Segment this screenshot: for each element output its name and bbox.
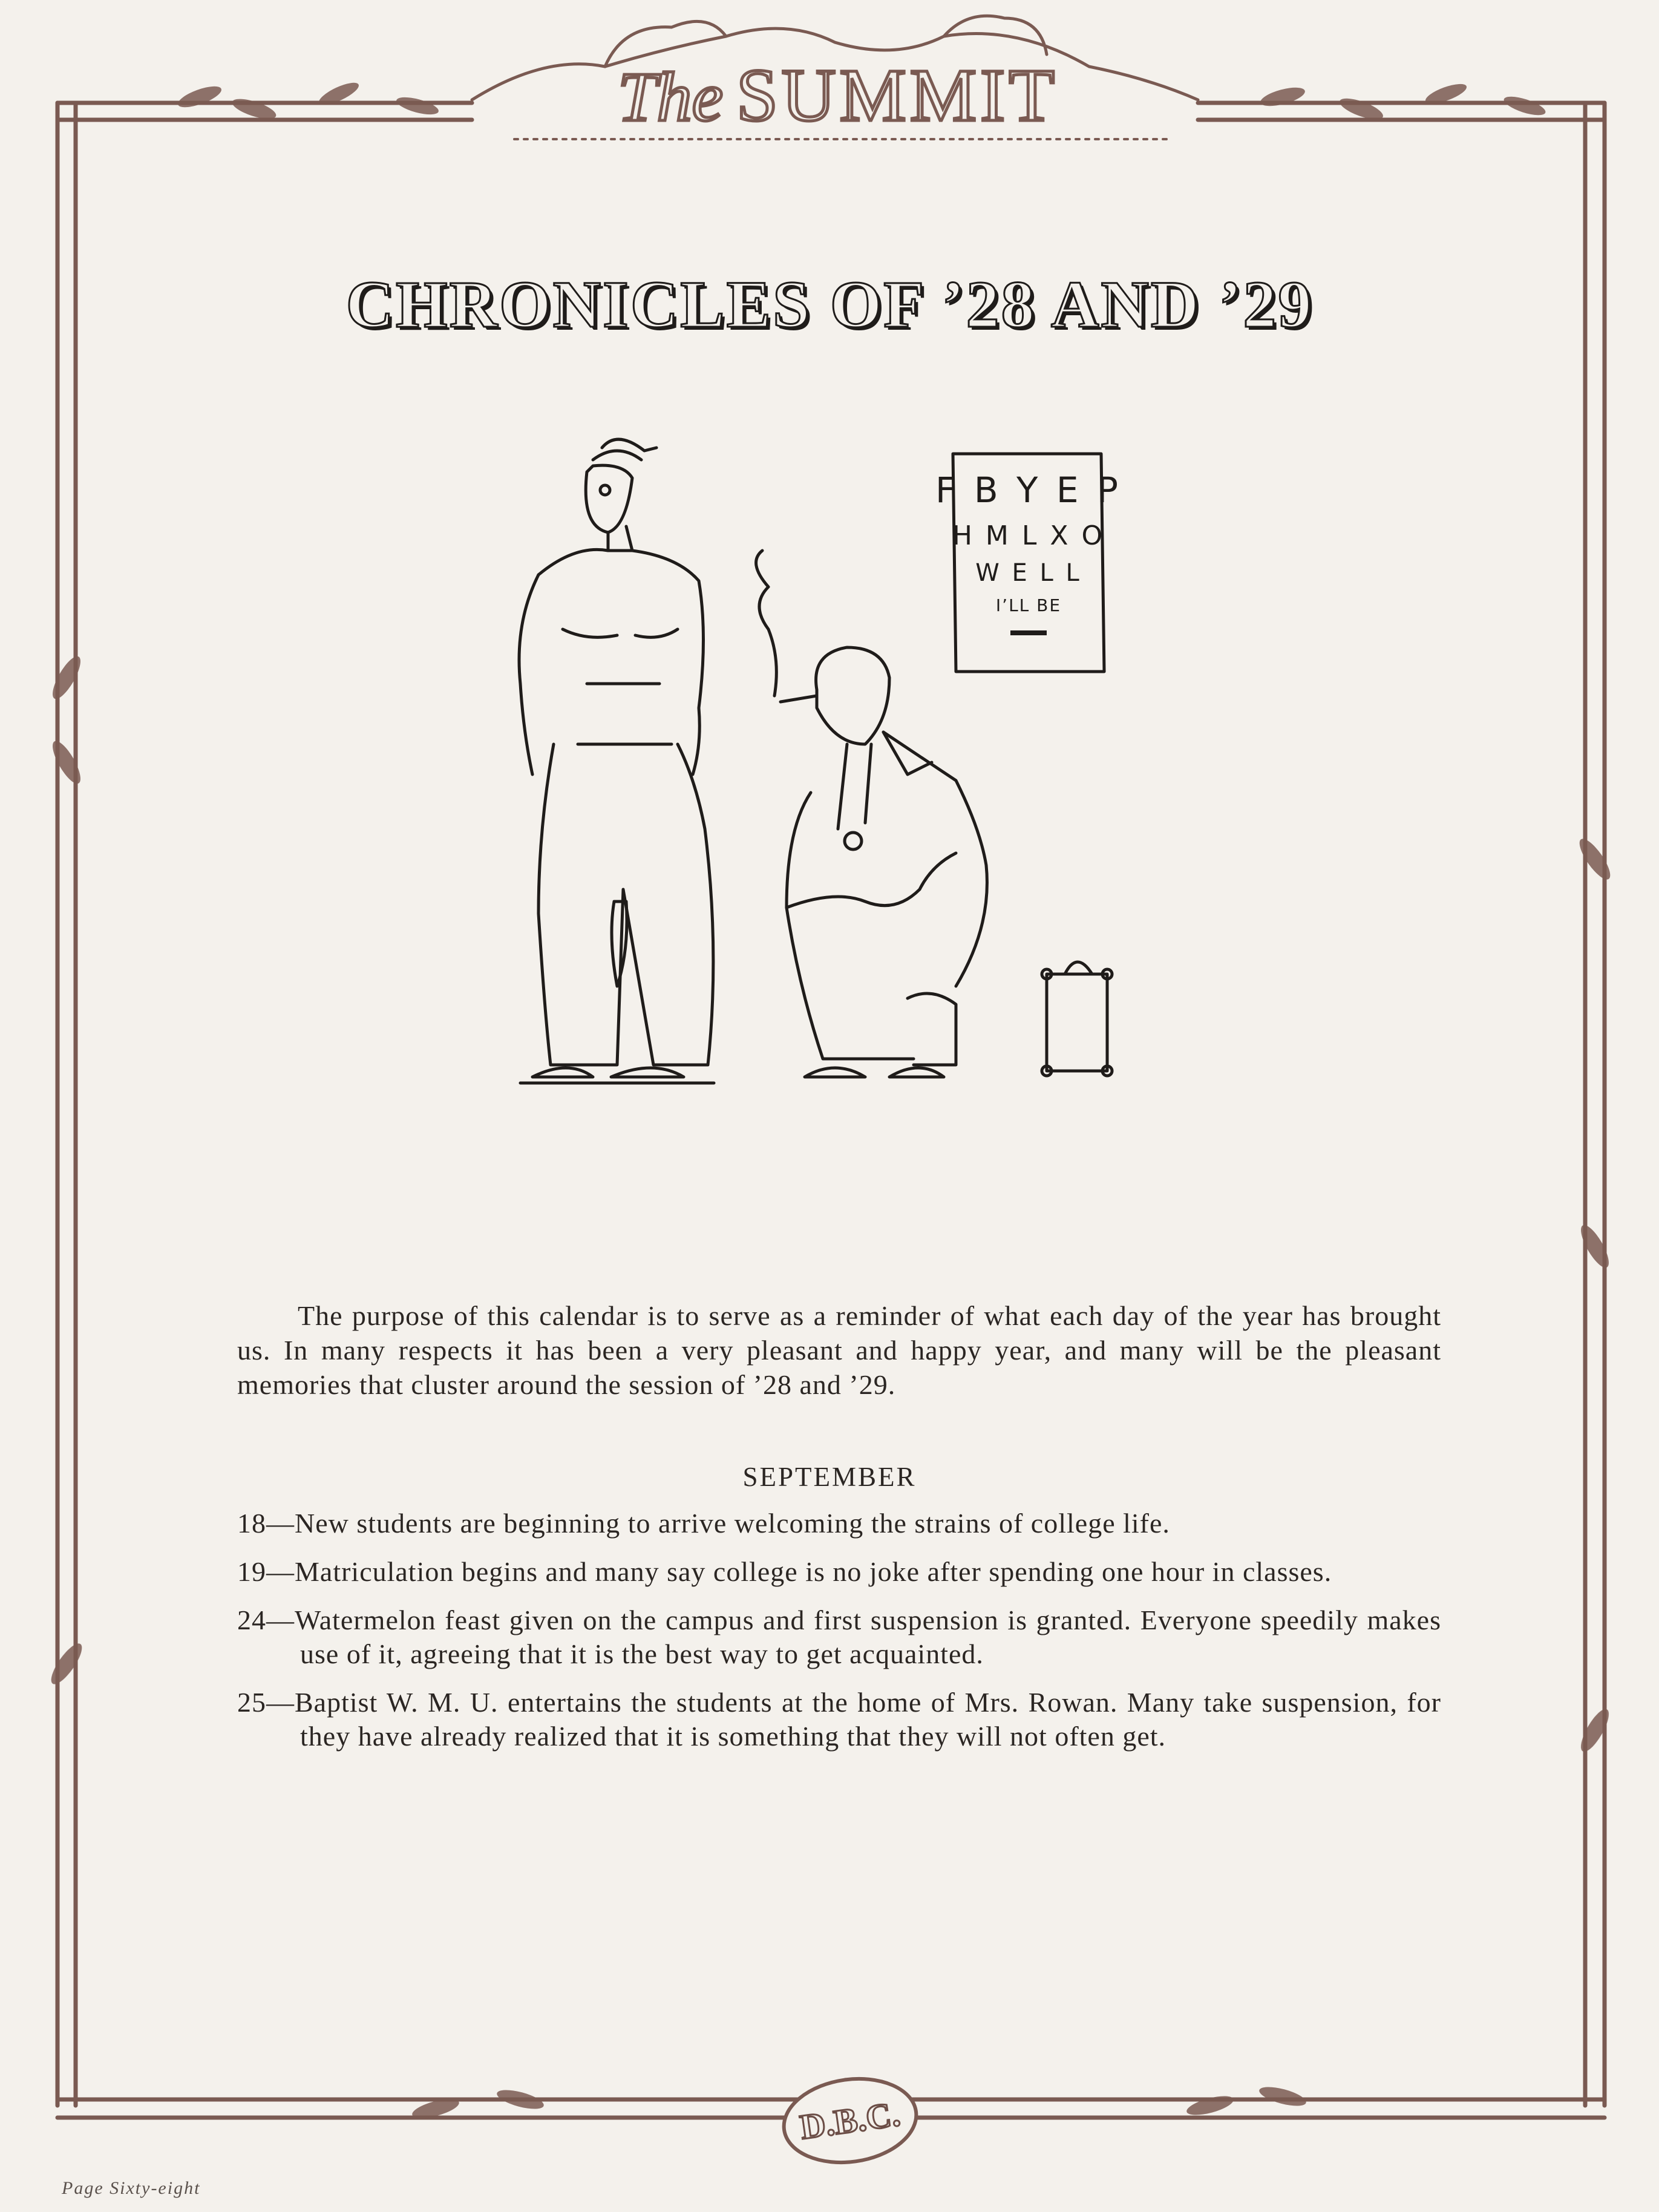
calendar-entry: 18—New students are beginning to arrive welcoming the strains of college life. bbox=[237, 1508, 1170, 1539]
page-number: Page Sixty-eight bbox=[62, 2178, 201, 2198]
tall-student-figure bbox=[519, 439, 714, 1083]
masthead-the: The bbox=[617, 59, 723, 136]
masthead-title: SUMMIT bbox=[736, 54, 1059, 137]
masthead bbox=[502, 54, 1174, 137]
eye-chart-line-1: F B Y E P bbox=[935, 470, 1122, 511]
calendar-entry: 24—Watermelon feast given on the campus and first suspension is granted. Everyone speedily makes use of it, agreeing that it is the best way to get acquainted. bbox=[237, 1605, 1441, 1669]
calendar-entry: 25—Baptist W. M. U. entertains the students at the home of Mrs. Rowan. Many take suspension, for they have already realized that it is something that they will not often get. bbox=[237, 1687, 1441, 1752]
college-seal: D.B.C. bbox=[797, 2093, 903, 2147]
eye-chart-line-3: W E L L bbox=[975, 559, 1082, 587]
calendar-entries bbox=[237, 1507, 1441, 1768]
doctor-figure bbox=[756, 551, 987, 1077]
eye-chart-line-2: H M L X O bbox=[952, 520, 1105, 551]
calendar-entry: 19—Matriculation begins and many say college is no joke after spending one hour in classes. bbox=[237, 1556, 1332, 1587]
eye-chart-smallest-line bbox=[1010, 630, 1047, 635]
month-heading: SEPTEMBER bbox=[742, 1462, 917, 1492]
eye-chart-line-4: I’LL BE bbox=[995, 595, 1062, 615]
page-title: CHRONICLES OF ’28 AND ’29 bbox=[345, 267, 1314, 341]
intro-paragraph: The purpose of this calendar is to serve as a reminder of what each day of the year has brought us. In many respects it has been a very pleasant and happy year, and many will be the pleasant memories that cluster around the session of ’28 and ’29. bbox=[237, 1300, 1441, 1400]
medicine-bag bbox=[1042, 962, 1112, 1076]
cartoon-illustration bbox=[496, 405, 1198, 1119]
